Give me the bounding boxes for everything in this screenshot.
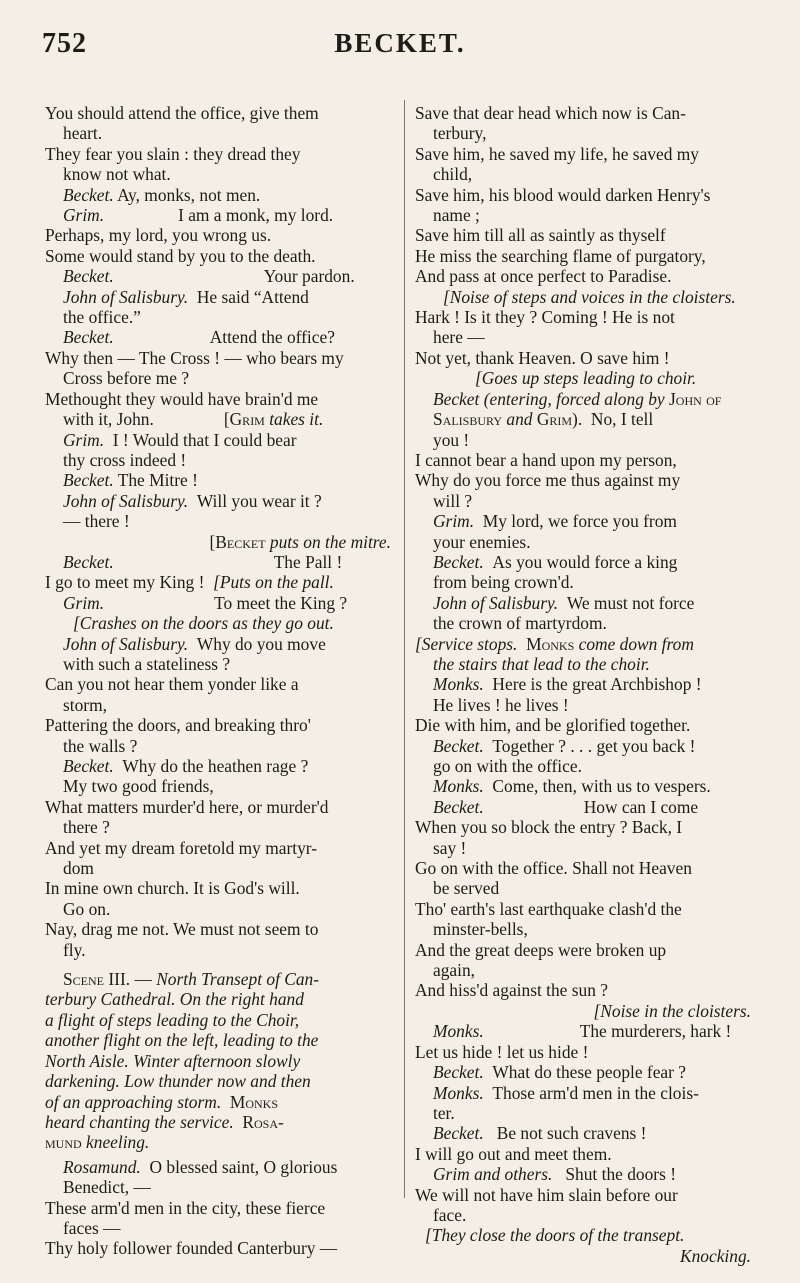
speech-line <box>415 736 755 756</box>
scene-description: another flight on the left, leading to the <box>45 1030 319 1051</box>
text-line: When you so block the entry ? Back, I <box>415 817 683 838</box>
speech-text: As you would force a king <box>492 551 678 572</box>
speech-text: Together ? . . . get you back ! <box>492 735 696 756</box>
speaker-name: Monks. <box>433 674 484 695</box>
text-line: terbury, <box>433 123 487 144</box>
right-column <box>415 103 755 1266</box>
text-line: storm, <box>63 694 107 715</box>
text-line: Die with him, and be glorified together. <box>415 715 691 736</box>
text-line: the crown of martyrdom. <box>433 613 607 634</box>
speech-line <box>415 1123 755 1143</box>
scene-description-line <box>45 1112 395 1132</box>
speaker-name: Becket. <box>433 1123 484 1144</box>
text-line: Hark ! Is it they ? Coming ! He is not <box>415 307 675 328</box>
speaker-name: Becket. <box>433 1062 484 1083</box>
speaker-name: Monks. <box>433 1082 484 1103</box>
text-line: from being crown'd. <box>433 572 574 593</box>
text-line: Methought they would have brain'd me <box>45 388 319 409</box>
scene-description: North Transept of Can- <box>156 969 320 990</box>
speech-text: I ! Would that I could bear <box>112 429 297 450</box>
text-line: You should attend the office, give them <box>45 103 319 123</box>
text-line: He lives ! he lives ! <box>433 694 569 715</box>
speech-line <box>415 1164 755 1184</box>
text-line: there ? <box>63 817 110 838</box>
text-line: you ! <box>433 429 470 450</box>
stage-direction-line: [Noise in the cloisters. <box>593 1000 751 1021</box>
speech-text: Why do you move <box>196 633 326 654</box>
text-line: Save him, he saved my life, he saved my <box>415 143 699 164</box>
stage-direction-line: the stairs that lead to the choir. <box>433 653 650 674</box>
speech-text: How can I come <box>583 796 699 817</box>
speech-text: Why do the heathen rage ? <box>122 756 309 776</box>
speaker-name: Becket. <box>63 184 114 205</box>
scene-description: terbury Cathedral. On the right hand <box>45 989 304 1010</box>
scene-description: darkening. Low thunder now and then <box>45 1071 311 1092</box>
text-line: Why do you force me thus against my <box>415 470 681 491</box>
left-column <box>45 103 395 1259</box>
stage-direction: puts on the mitre. <box>269 531 391 552</box>
text-line: again, <box>433 960 476 981</box>
bracket: [ <box>223 409 230 430</box>
speaker-name: Monks. <box>433 1021 484 1042</box>
text-line: They fear you slain : they dread they <box>45 143 301 164</box>
speech-line <box>415 389 755 409</box>
speech-line <box>415 1062 755 1082</box>
scene-description-line <box>45 1132 395 1152</box>
speech-text: He said “Attend <box>196 286 309 307</box>
text-line: In mine own church. It is God's will. <box>45 878 300 899</box>
text-line: will ? <box>433 490 473 511</box>
speech-text: Here is the great Archbishop ! <box>492 674 702 695</box>
text-line: Go on. <box>63 898 111 919</box>
text-line <box>45 409 395 429</box>
speech-line <box>45 185 395 205</box>
text-line: I will go out and meet them. <box>415 1143 612 1164</box>
stage-direction: come down from <box>578 633 694 654</box>
text-line: go on with the office. <box>433 756 582 776</box>
text-line: dom <box>63 858 94 879</box>
stage-direction-line: [They close the doors of the transept. <box>425 1225 685 1246</box>
text-line: And hiss'd against the sun ? <box>415 980 608 1001</box>
text-line: We will not have him slain before our <box>415 1184 678 1205</box>
stage-direction: takes it. <box>269 409 324 430</box>
text-line: Save him, his blood would darken Henry's <box>415 184 711 205</box>
text-line: Nay, drag me not. We must not seem to <box>45 919 319 940</box>
speech-text: Your pardon. <box>263 266 355 287</box>
text-line: And pass at once perfect to Paradise. <box>415 266 672 287</box>
speech-text: My lord, we force you from <box>482 511 677 532</box>
running-title: BECKET. <box>334 28 466 58</box>
speech-text: I go to meet my King ! <box>45 572 205 593</box>
stage-name: John of <box>669 388 722 409</box>
speaker-name: Becket. <box>63 756 114 776</box>
stage-direction: [Puts on the pall. <box>213 572 334 593</box>
speech-line <box>45 593 395 613</box>
stage-direction-line: [Crashes on the doors as they go out. <box>73 613 334 634</box>
speech-text: What do these people fear ? <box>492 1062 687 1083</box>
stage-direction-line <box>45 532 395 552</box>
speech-line <box>415 797 755 817</box>
stage-name: Salisbury <box>433 409 503 430</box>
speech-line <box>45 327 395 347</box>
text-line: Go on with the office. Shall not Heaven <box>415 858 692 879</box>
text-line: Perhaps, my lord, you wrong us. <box>45 225 272 246</box>
text-line: And the great deeps were broken up <box>415 939 667 960</box>
speech-line <box>45 572 395 592</box>
scene-description: a flight of steps leading to the Choir, <box>45 1009 300 1030</box>
speech-text: O blessed saint, O glorious <box>149 1156 338 1177</box>
text-line: child, <box>433 164 473 185</box>
text-line: Not yet, thank Heaven. O save him ! <box>415 347 670 368</box>
speech-text: Be not such cravens ! <box>496 1123 647 1144</box>
speaker-name: Becket. <box>433 735 484 756</box>
speech-line <box>45 430 395 450</box>
stage-name: Grim). <box>536 409 583 430</box>
text-line: be served <box>433 878 500 899</box>
speaker-name: Grim and others. <box>433 1164 553 1185</box>
scene-label: Scene <box>63 969 105 990</box>
speaker-name: Becket. <box>63 327 114 348</box>
text-line: Benedict, — <box>63 1177 151 1198</box>
text-line: Let us hide ! let us hide ! <box>415 1041 589 1062</box>
text-line: with such a stateliness ? <box>63 653 231 674</box>
page-header <box>0 22 800 62</box>
speech-text: To meet the King ? <box>214 592 348 613</box>
speech-line <box>45 491 395 511</box>
scene-number: III. — <box>108 969 152 990</box>
stage-direction-line: [Noise of steps and voices in the cloisters. <box>443 286 736 307</box>
speaker-name: Becket. <box>433 551 484 572</box>
stage-direction: [Service stops. <box>415 633 518 654</box>
stage-direction-line: Knocking. <box>680 1245 751 1266</box>
text-line: Tho' earth's last earthquake clash'd the <box>415 898 682 919</box>
speech-line <box>45 287 395 307</box>
scene-description-line <box>45 1092 395 1112</box>
speech-text: I am a monk, my lord. <box>178 205 334 226</box>
speaker-name: John of Salisbury. <box>63 490 189 511</box>
speech-line <box>415 674 755 694</box>
speaker-name: Grim. <box>63 205 105 226</box>
text-line: Can you not hear them yonder like a <box>45 674 299 695</box>
stage-direction-line <box>415 634 755 654</box>
text-line: thy cross indeed ! <box>63 449 187 470</box>
speech-text: The murderers, hark ! <box>579 1021 732 1042</box>
text-line: minster-bells, <box>433 919 528 940</box>
scene-description: North Aisle. Winter afternoon slowly <box>45 1050 301 1071</box>
speaker-name: Becket <box>433 388 480 409</box>
stage-name: mund <box>45 1132 82 1153</box>
text-line: face. <box>433 1204 467 1225</box>
speech-text: Shut the doors ! <box>565 1164 676 1185</box>
speech-line <box>415 409 755 429</box>
scene-description: of an approaching storm. <box>45 1091 222 1112</box>
text-line: — there ! <box>63 511 130 532</box>
speaker-name: Grim. <box>63 592 105 613</box>
stage-name: Monks <box>526 633 575 654</box>
text-line: ter. <box>433 1102 455 1123</box>
text-line: These arm'd men in the city, these fierce <box>45 1197 326 1218</box>
speech-line <box>45 266 395 286</box>
text-line: faces — <box>63 1217 121 1238</box>
stage-name: Rosa- <box>242 1111 284 1132</box>
speech-text: The Mitre ! <box>117 470 198 491</box>
text-line: Pattering the doors, and breaking thro' <box>45 715 311 736</box>
speech-line <box>45 634 395 654</box>
speech-line <box>45 756 395 776</box>
text-line: know not what. <box>63 164 171 185</box>
text-line: the office.” <box>63 307 141 328</box>
speech-line <box>415 593 755 613</box>
text-line: Cross before me ? <box>63 368 190 389</box>
text-line: He miss the searching flame of purgatory, <box>415 245 706 266</box>
text-line: heart. <box>63 123 103 144</box>
speech-line <box>415 552 755 572</box>
text-line: Save that dear head which now is Can- <box>415 103 686 123</box>
speaker-name: John of Salisbury. <box>63 286 189 307</box>
text-line: And yet my dream foretold my martyr- <box>45 837 318 858</box>
speech-text: No, I tell <box>590 409 654 430</box>
stage-name: Becket <box>215 531 266 552</box>
column-divider <box>404 100 405 1198</box>
speaker-name: Becket. <box>433 796 484 817</box>
text-line: fly. <box>63 939 86 960</box>
speech-line <box>415 776 755 796</box>
speaker-name: Grim. <box>63 429 105 450</box>
scene-description: kneeling. <box>86 1132 150 1153</box>
scene-heading <box>45 969 395 989</box>
speaker-name: Becket. <box>63 470 114 491</box>
text-line: Some would stand by you to the death. <box>45 245 316 266</box>
stage-name: Monks <box>229 1091 279 1112</box>
speaker-name: Becket. <box>63 551 114 572</box>
speech-line <box>45 552 395 572</box>
text-line: Why then — The Cross ! — who bears my <box>45 347 344 368</box>
speech-line <box>415 1021 755 1041</box>
text-line: say ! <box>433 837 467 858</box>
speech-line <box>415 1083 755 1103</box>
bracket: [ <box>209 531 216 552</box>
speech-line <box>45 470 395 490</box>
speech-text: We must not force <box>566 592 695 613</box>
speaker-name: Rosamund. <box>63 1156 141 1177</box>
page-number: 752 <box>42 28 87 59</box>
text-line: here — <box>433 327 485 348</box>
text-line: name ; <box>433 205 480 226</box>
text-line: your enemies. <box>433 531 531 552</box>
speech-line <box>415 511 755 531</box>
speech-text: Will you wear it ? <box>196 490 322 511</box>
stage-name: Grim <box>229 409 265 430</box>
text-line: What matters murder'd here, or murder'd <box>45 796 329 817</box>
speech-text: with it, John. <box>63 409 154 430</box>
speech-text: Come, then, with us to vespers. <box>492 776 711 797</box>
speech-text: Those arm'd men in the clois- <box>492 1082 699 1103</box>
speaker-name: John of Salisbury. <box>63 633 189 654</box>
scene-description: heard chanting the service. <box>45 1111 234 1132</box>
stage-direction: (entering, forced along by <box>483 388 665 409</box>
speech-text: The Pall ! <box>273 551 343 572</box>
speaker-name: Becket. <box>63 266 114 287</box>
text-line: I cannot bear a hand upon my person, <box>415 449 677 470</box>
text-line: Thy holy follower founded Canterbury — <box>45 1238 338 1259</box>
speaker-name: John of Salisbury. <box>433 592 559 613</box>
speech-text: Attend the office? <box>209 327 335 348</box>
stage-direction-line: [Goes up steps leading to choir. <box>475 368 697 389</box>
text-line: Save him till all as saintly as thyself <box>415 225 666 246</box>
stage-direction: and <box>506 409 533 430</box>
speech-line <box>45 1157 395 1177</box>
speech-line <box>45 205 395 225</box>
speaker-name: Grim. <box>433 511 475 532</box>
speaker-name: Monks. <box>433 776 484 797</box>
text-line: My two good friends, <box>63 776 214 797</box>
text-line: the walls ? <box>63 735 138 756</box>
speech-text: Ay, monks, not men. <box>117 184 261 205</box>
